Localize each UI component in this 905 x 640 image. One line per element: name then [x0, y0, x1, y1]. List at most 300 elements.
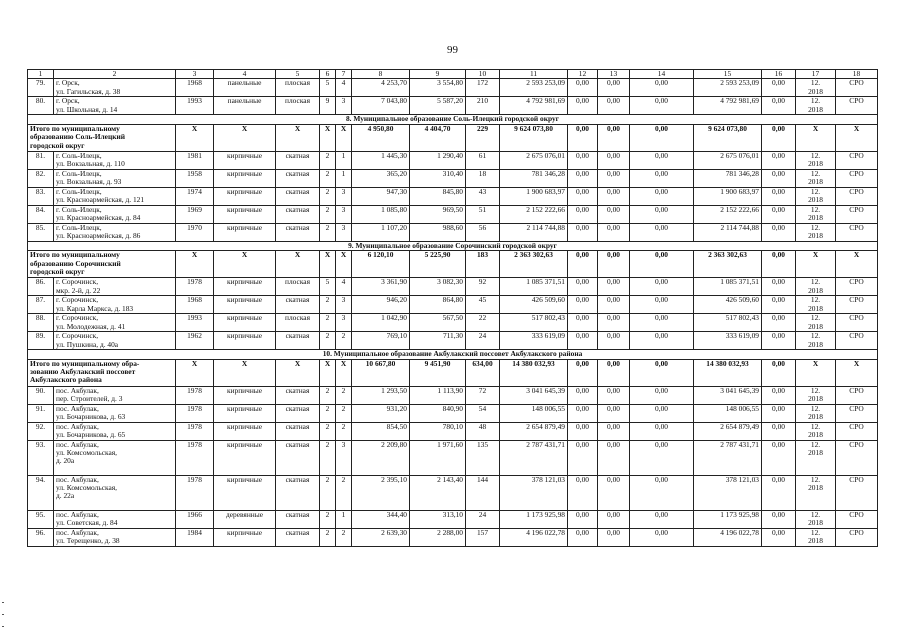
table-cell: СРО: [836, 475, 878, 510]
section-header-row: [28, 241, 878, 250]
table-cell: СРО: [836, 314, 878, 332]
table-cell: 0,00: [630, 296, 694, 314]
table-cell: 0,00: [630, 440, 694, 475]
table-cell: 0,00: [630, 528, 694, 546]
table-cell: 0,00: [762, 510, 796, 528]
section-title: 8. Муниципальное образование Соль-Илецкий городской округ: [28, 115, 878, 124]
table-cell: 172: [466, 79, 500, 97]
register-table-container: [27, 69, 877, 547]
address-cell: г. Орск, ул. Школьная, д. 14: [54, 97, 176, 115]
table-cell: 2 654 879,49: [694, 422, 762, 440]
table-row: [28, 187, 878, 205]
table-cell: 0,00: [762, 79, 796, 97]
table-cell: 2: [336, 475, 352, 510]
table-cell: 2 114 744,88: [500, 223, 568, 241]
table-cell: 854,50: [352, 422, 410, 440]
table-cell: 0,00: [568, 332, 598, 350]
table-cell: 12. 2018: [796, 169, 836, 187]
table-cell: скатная: [276, 169, 320, 187]
table-cell: 18: [466, 169, 500, 187]
table-cell: СРО: [836, 205, 878, 223]
table-cell: 0,00: [630, 475, 694, 510]
table-cell: 344,40: [352, 510, 410, 528]
table-cell: 9 624 073,80: [694, 124, 762, 151]
section-title: 10. Муниципальное образование Акбулакский поссовет Акбулакского района: [28, 350, 878, 359]
table-cell: 12. 2018: [796, 151, 836, 169]
table-cell: X: [214, 359, 276, 386]
table-cell: СРО: [836, 169, 878, 187]
table-cell: 157: [466, 528, 500, 546]
subtotal-label: Итого по муниципальному образованию Соль-Илецкий городской округ: [28, 124, 176, 151]
address-cell: г. Сорочинск, мкр. 2-й, д. 22: [54, 278, 176, 296]
table-cell: 1 085 371,51: [694, 278, 762, 296]
table-cell: 3 554,80: [410, 79, 466, 97]
table-cell: X: [276, 251, 320, 278]
table-cell: X: [320, 359, 336, 386]
table-cell: 135: [466, 440, 500, 475]
table-cell: 426 509,60: [694, 296, 762, 314]
table-cell: 82.: [28, 169, 54, 187]
table-cell: СРО: [836, 223, 878, 241]
table-cell: 0,00: [598, 124, 630, 151]
table-cell: 88.: [28, 314, 54, 332]
table-cell: скатная: [276, 475, 320, 510]
table-row: [28, 422, 878, 440]
address-cell: г. Соль-Илецк, ул. Красноармейская, д. 84: [54, 205, 176, 223]
table-cell: 0,00: [762, 278, 796, 296]
table-cell: 4 196 022,78: [500, 528, 568, 546]
table-cell: 1968: [176, 79, 214, 97]
table-cell: 2: [336, 422, 352, 440]
table-cell: 1 900 683,97: [500, 187, 568, 205]
table-cell: 2: [320, 510, 336, 528]
table-cell: СРО: [836, 97, 878, 115]
table-cell: 2 209,80: [352, 440, 410, 475]
address-cell: пос. Акбулак, ул. Терещенко, д. 38: [54, 528, 176, 546]
table-cell: кирпичные: [214, 404, 276, 422]
table-cell: 2: [336, 404, 352, 422]
table-cell: СРО: [836, 404, 878, 422]
column-header: 3: [176, 70, 214, 79]
table-cell: 0,00: [568, 205, 598, 223]
table-cell: 22: [466, 314, 500, 332]
table-cell: 5 587,20: [410, 97, 466, 115]
table-cell: 0,00: [598, 278, 630, 296]
table-cell: 2 143,40: [410, 475, 466, 510]
table-cell: 0,00: [568, 97, 598, 115]
table-cell: 3 082,30: [410, 278, 466, 296]
table-cell: 988,60: [410, 223, 466, 241]
table-cell: 840,90: [410, 404, 466, 422]
table-cell: 0,00: [598, 187, 630, 205]
table-cell: 2: [320, 205, 336, 223]
table-cell: 2: [320, 440, 336, 475]
table-cell: 2 363 302,63: [694, 251, 762, 278]
table-cell: 0,00: [630, 404, 694, 422]
table-cell: 2 675 076,01: [694, 151, 762, 169]
table-cell: 4 404,70: [410, 124, 466, 151]
table-cell: 79.: [28, 79, 54, 97]
table-cell: 0,00: [598, 510, 630, 528]
table-cell: 567,50: [410, 314, 466, 332]
table-cell: 4 792 981,69: [500, 97, 568, 115]
table-cell: СРО: [836, 440, 878, 475]
column-header: 5: [276, 70, 320, 79]
table-cell: 0,00: [762, 205, 796, 223]
table-cell: 2 152 222,66: [500, 205, 568, 223]
table-cell: 0,00: [630, 314, 694, 332]
table-cell: плоская: [276, 314, 320, 332]
table-cell: 3 041 645,39: [694, 386, 762, 404]
table-row: [28, 169, 878, 187]
table-cell: 0,00: [568, 278, 598, 296]
table-cell: 0,00: [762, 169, 796, 187]
table-cell: 0,00: [762, 97, 796, 115]
table-cell: 9 451,90: [410, 359, 466, 386]
table-cell: 1 900 683,97: [694, 187, 762, 205]
table-cell: СРО: [836, 332, 878, 350]
address-cell: пос. Акбулак, ул. Бочарникова, д. 63: [54, 404, 176, 422]
table-cell: 864,80: [410, 296, 466, 314]
table-cell: 0,00: [598, 314, 630, 332]
table-cell: скатная: [276, 223, 320, 241]
table-cell: скатная: [276, 187, 320, 205]
table-cell: 0,00: [762, 475, 796, 510]
address-cell: г. Сорочинск, ул. Пушкина, д. 40а: [54, 332, 176, 350]
table-cell: 0,00: [762, 332, 796, 350]
table-row: [28, 475, 878, 510]
table-cell: 2: [320, 223, 336, 241]
table-row: [28, 223, 878, 241]
table-cell: X: [176, 124, 214, 151]
scan-mark: [2, 626, 4, 627]
table-cell: 85.: [28, 223, 54, 241]
table-cell: 144: [466, 475, 500, 510]
table-cell: 0,00: [630, 187, 694, 205]
table-cell: 12. 2018: [796, 332, 836, 350]
table-cell: 24: [466, 510, 500, 528]
table-cell: 1993: [176, 314, 214, 332]
table-cell: 0,00: [630, 151, 694, 169]
table-row: [28, 510, 878, 528]
table-row: [28, 386, 878, 404]
table-cell: 0,00: [762, 187, 796, 205]
table-cell: 0,00: [568, 510, 598, 528]
column-header: 2: [54, 70, 176, 79]
table-cell: 91.: [28, 404, 54, 422]
table-cell: 2 593 253,09: [500, 79, 568, 97]
column-header: 12: [568, 70, 598, 79]
table-cell: X: [320, 251, 336, 278]
table-cell: 2: [320, 151, 336, 169]
table-header-row: [28, 70, 878, 79]
table-cell: скатная: [276, 440, 320, 475]
table-cell: кирпичные: [214, 223, 276, 241]
table-cell: 2: [336, 386, 352, 404]
table-cell: 0,00: [568, 440, 598, 475]
table-cell: 93.: [28, 440, 54, 475]
table-cell: 2: [320, 528, 336, 546]
table-cell: 2: [336, 332, 352, 350]
table-cell: 3 041 645,39: [500, 386, 568, 404]
table-cell: 781 346,28: [500, 169, 568, 187]
table-cell: 12. 2018: [796, 187, 836, 205]
table-cell: 0,00: [598, 223, 630, 241]
table-cell: 2 787 431,71: [500, 440, 568, 475]
table-cell: X: [320, 124, 336, 151]
table-cell: 48: [466, 422, 500, 440]
table-cell: 0,00: [762, 528, 796, 546]
table-cell: СРО: [836, 187, 878, 205]
table-cell: 0,00: [762, 314, 796, 332]
column-header: 18: [836, 70, 878, 79]
column-header: 14: [630, 70, 694, 79]
table-cell: 3: [336, 97, 352, 115]
table-cell: 4: [336, 278, 352, 296]
table-cell: 148 006,55: [694, 404, 762, 422]
table-cell: 2: [336, 528, 352, 546]
table-cell: X: [836, 359, 878, 386]
table-cell: 1984: [176, 528, 214, 546]
table-cell: 90.: [28, 386, 54, 404]
table-cell: 2: [320, 187, 336, 205]
table-cell: кирпичные: [214, 332, 276, 350]
table-cell: СРО: [836, 528, 878, 546]
table-cell: 0,00: [598, 332, 630, 350]
table-cell: 0,00: [598, 205, 630, 223]
table-cell: 84.: [28, 205, 54, 223]
table-cell: 931,20: [352, 404, 410, 422]
address-cell: пос. Акбулак, пер. Строителей, д. 3: [54, 386, 176, 404]
table-cell: кирпичные: [214, 475, 276, 510]
table-cell: 0,00: [598, 79, 630, 97]
table-cell: 12. 2018: [796, 386, 836, 404]
table-cell: 0,00: [630, 97, 694, 115]
table-cell: 3: [336, 205, 352, 223]
table-cell: 0,00: [630, 510, 694, 528]
table-cell: 12. 2018: [796, 223, 836, 241]
address-cell: г. Орск, ул. Гагильская, д. 38: [54, 79, 176, 97]
table-cell: 0,00: [598, 404, 630, 422]
table-cell: 1 085 371,51: [500, 278, 568, 296]
table-cell: 769,10: [352, 332, 410, 350]
address-cell: пос. Акбулак, ул. Бочарникова, д. 65: [54, 422, 176, 440]
table-cell: 83.: [28, 187, 54, 205]
table-cell: 0,00: [630, 359, 694, 386]
table-cell: 56: [466, 223, 500, 241]
table-cell: 81.: [28, 151, 54, 169]
table-cell: 95.: [28, 510, 54, 528]
address-cell: пос. Акбулак, ул. Комсомольская, д. 20а: [54, 440, 176, 475]
table-cell: 0,00: [630, 251, 694, 278]
table-cell: 229: [466, 124, 500, 151]
table-cell: 4 950,80: [352, 124, 410, 151]
table-cell: 12. 2018: [796, 510, 836, 528]
table-cell: 6 120,10: [352, 251, 410, 278]
table-cell: кирпичные: [214, 528, 276, 546]
column-header: 11: [500, 70, 568, 79]
table-cell: 0,00: [598, 97, 630, 115]
table-cell: 4 196 022,78: [694, 528, 762, 546]
table-cell: 2 288,00: [410, 528, 466, 546]
table-cell: 5: [320, 79, 336, 97]
column-header: 7: [336, 70, 352, 79]
table-cell: X: [836, 124, 878, 151]
table-cell: 3: [336, 296, 352, 314]
table-cell: 14 380 032,93: [500, 359, 568, 386]
address-cell: г. Сорочинск, ул. Карла Маркса, д. 183: [54, 296, 176, 314]
table-row: [28, 97, 878, 115]
table-cell: 0,00: [568, 386, 598, 404]
table-cell: 3 361,90: [352, 278, 410, 296]
table-cell: 12. 2018: [796, 475, 836, 510]
table-cell: 1 173 925,98: [500, 510, 568, 528]
table-cell: 0,00: [598, 296, 630, 314]
table-cell: 0,00: [568, 528, 598, 546]
table-cell: 0,00: [568, 404, 598, 422]
table-cell: СРО: [836, 510, 878, 528]
table-cell: кирпичные: [214, 314, 276, 332]
table-cell: 61: [466, 151, 500, 169]
table-row: [28, 79, 878, 97]
column-header: 4: [214, 70, 276, 79]
column-header: 13: [598, 70, 630, 79]
table-cell: 1 085,80: [352, 205, 410, 223]
section-header-row: [28, 350, 878, 359]
table-cell: X: [176, 251, 214, 278]
table-cell: 43: [466, 187, 500, 205]
column-header: 6: [320, 70, 336, 79]
subtotal-row: [28, 124, 878, 151]
table-cell: скатная: [276, 332, 320, 350]
table-cell: 0,00: [568, 223, 598, 241]
table-cell: 92.: [28, 422, 54, 440]
table-cell: 1978: [176, 404, 214, 422]
table-cell: 313,10: [410, 510, 466, 528]
table-cell: 87.: [28, 296, 54, 314]
table-cell: X: [796, 124, 836, 151]
table-cell: 1966: [176, 510, 214, 528]
table-cell: 0,00: [762, 440, 796, 475]
address-cell: пос. Акбулак, ул. Комсомольская, д. 22а: [54, 475, 176, 510]
table-cell: панельные: [214, 79, 276, 97]
table-cell: 1978: [176, 475, 214, 510]
table-cell: СРО: [836, 278, 878, 296]
table-cell: скатная: [276, 510, 320, 528]
table-cell: 80.: [28, 97, 54, 115]
table-cell: 2: [320, 314, 336, 332]
table-cell: 969,50: [410, 205, 466, 223]
table-cell: плоская: [276, 79, 320, 97]
table-cell: 517 802,43: [500, 314, 568, 332]
table-cell: скатная: [276, 386, 320, 404]
column-header: 15: [694, 70, 762, 79]
table-cell: 2: [320, 332, 336, 350]
table-cell: скатная: [276, 205, 320, 223]
table-cell: 711,30: [410, 332, 466, 350]
table-cell: 5 225,90: [410, 251, 466, 278]
table-cell: кирпичные: [214, 296, 276, 314]
table-row: [28, 528, 878, 546]
table-cell: 0,00: [568, 151, 598, 169]
table-cell: СРО: [836, 151, 878, 169]
table-cell: 0,00: [630, 386, 694, 404]
table-cell: 12. 2018: [796, 404, 836, 422]
table-cell: X: [176, 359, 214, 386]
table-cell: 946,20: [352, 296, 410, 314]
table-cell: 14 380 032,93: [694, 359, 762, 386]
table-cell: 310,40: [410, 169, 466, 187]
table-cell: 2 593 253,09: [694, 79, 762, 97]
table-cell: 0,00: [568, 422, 598, 440]
table-cell: 634,00: [466, 359, 500, 386]
table-cell: 1974: [176, 187, 214, 205]
table-cell: 780,10: [410, 422, 466, 440]
table-cell: 86.: [28, 278, 54, 296]
page-number: 99: [447, 44, 458, 56]
table-cell: 0,00: [762, 422, 796, 440]
table-cell: СРО: [836, 386, 878, 404]
table-cell: 7 043,80: [352, 97, 410, 115]
table-cell: 2 363 302,63: [500, 251, 568, 278]
table-cell: 1 971,60: [410, 440, 466, 475]
table-cell: 0,00: [568, 314, 598, 332]
table-cell: 2: [320, 422, 336, 440]
table-cell: 0,00: [598, 440, 630, 475]
table-cell: 0,00: [762, 251, 796, 278]
table-cell: 3: [336, 223, 352, 241]
table-cell: кирпичные: [214, 169, 276, 187]
table-cell: 12. 2018: [796, 440, 836, 475]
section-title: 9. Муниципальное образование Сорочинский городской округ: [28, 241, 878, 250]
table-cell: СРО: [836, 296, 878, 314]
table-cell: 0,00: [568, 124, 598, 151]
table-row: [28, 205, 878, 223]
scan-mark: [2, 602, 4, 603]
table-cell: скатная: [276, 296, 320, 314]
table-cell: 96.: [28, 528, 54, 546]
table-cell: 0,00: [598, 251, 630, 278]
table-cell: 2 675 076,01: [500, 151, 568, 169]
table-cell: СРО: [836, 422, 878, 440]
table-cell: 1 173 925,98: [694, 510, 762, 528]
subtotal-label: Итого по муниципальному образованию Сорочинский городской округ: [28, 251, 176, 278]
address-cell: г. Соль-Илецк, ул. Вокзальная, д. 93: [54, 169, 176, 187]
table-cell: 12. 2018: [796, 314, 836, 332]
table-cell: 0,00: [598, 151, 630, 169]
table-cell: 1 042,90: [352, 314, 410, 332]
table-cell: X: [276, 359, 320, 386]
address-cell: г. Соль-Илецк, ул. Красноармейская, д. 86: [54, 223, 176, 241]
table-cell: скатная: [276, 151, 320, 169]
table-cell: 12. 2018: [796, 97, 836, 115]
table-cell: 10 667,80: [352, 359, 410, 386]
table-cell: 3: [336, 440, 352, 475]
table-cell: 365,20: [352, 169, 410, 187]
table-cell: 24: [466, 332, 500, 350]
address-cell: г. Соль-Илецк, ул. Красноармейская, д. 121: [54, 187, 176, 205]
section-header-row: [28, 115, 878, 124]
table-cell: кирпичные: [214, 422, 276, 440]
table-cell: 0,00: [568, 251, 598, 278]
table-cell: 2: [320, 475, 336, 510]
table-cell: 0,00: [568, 296, 598, 314]
table-cell: 0,00: [630, 169, 694, 187]
table-cell: 12. 2018: [796, 278, 836, 296]
scan-mark: [2, 614, 4, 615]
table-cell: 378 121,03: [500, 475, 568, 510]
table-cell: 1 445,30: [352, 151, 410, 169]
